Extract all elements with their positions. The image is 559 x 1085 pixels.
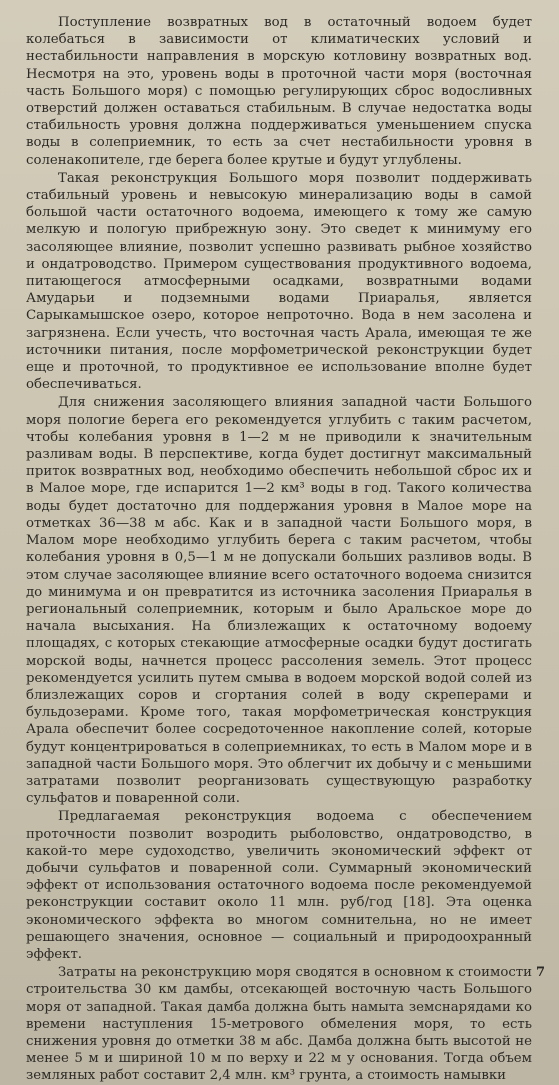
body-text xyxy=(26,14,532,1085)
paragraph-1: Поступление возвратных вод в остаточный водоем будет колебаться в зависимости от климатических условий и нестабильности направления в морскую котловину возвратных вод. Несмотря на это, уровень воды в проточной части моря (восточная часть Большого моря) с помощью регулирующих сброс водосливных отверстий должен оставаться стабильным. В случае недостатка воды стабильность уровня должна поддерживаться уменьшением спуска воды в солеприемник, то есть за счет нестабильности уровня в соленакопителе, где берега более крутые и будут углублены. xyxy=(26,15,532,168)
page-number: 7 xyxy=(535,965,545,980)
paragraph-5: Затраты на реконструкцию моря сводятся в основном к стоимости строительства 30 км дамбы, отсекающей восточную часть Большого моря от западной. Такая дамба должна быть намыта земснарядами ко времени наступления 15-метрового обмеления моря, то есть снижения уровня до отметки 38 м абс. Дамба должна быть высотой не менее 5 м и шириной 10 м по верху и 22 м у основания. Тогда объем земляных работ составит 2,4 млн. км³ грунта, а стоимость намывки xyxy=(26,965,532,1084)
paragraph-2: Такая реконструкция Большого моря позволит поддерживать стабильный уровень и невысокую минерализацию воды в самой большой части остаточного водоема, имеющего к тому же самую мелкую и пологую прибрежную зону. Это сведет к минимуму его засоляющее влияние, позволит успешно развивать рыбное хозяйство и ондатроводство. Примером существования продуктивного водоема, питающегося атмосферными осадками, возвратными водами Амударьи и подземными водами Приаралья, является Сарыкамышское озеро, которое непроточно. Вода в нем засолена и загрязнена. Если учесть, что восточная часть Арала, имеющая те же источники питания, после морфометрической реконструкции будет еще и проточной, то продуктивное ее использование вполне будет обеспечиваться. xyxy=(26,170,532,393)
paragraph-4: Предлагаемая реконструкция водоема с обеспечением проточности позволит возродить рыболовство, ондатроводство, в какой-то мере судоходство, увеличить экономический эффект от добычи сульфатов и поваренной соли. Суммарный экономический эффект от использования остаточного водоема после рекомендуемой реконструкции составит около 11 млн. руб/год [18]. Эта оценка экономического эффекта во многом сомнительна, но не имеет решающего значения, основное — социальный и природоохранный эффект. xyxy=(26,809,532,962)
paragraph-3: Для снижения засоляющего влияния западной части Большого моря пологие берега его рекомендуется углубить с таким расчетом, чтобы колебания уровня в 1—2 м не приводили к значительным разливам воды. В перспективе, когда будет достигнут максимальный приток возвратных вод, необходимо обеспечить небольшой сброс их и в Малое море, где испарится 1—2 км³ воды в год. Такого количества воды будет достаточно для поддержания уровня в Малое море на отметках 36—38 м абс. Как и в западной части Большого моря, в Малом море необходимо углубить берега с таким расчетом, чтобы колебания уровня в 0,5—1 м не допускали больших разливов воды. В этом случае засоляющее влияние всего остаточного водоема снизится до минимума и он превратится из источника засоления Приаралья в региональный солеприемник, которым и было Аральское море до начала высыхания. На близлежащих к остаточному водоему площадях, с которых стекающие атмосферные осадки будут достигать морской воды, начнется процесс рассоления земель. Этот процесс рекомендуется усилить путем смыва в водоем морской водой солей из близлежащих соров и сгортания солей в воду скреперами и бульдозерами. Кроме того, такая морфометрическая конструкция Арала обеспечит более сосредоточенное накопление солей, которые будут концентрироваться в солеприемниках, то есть в Малом море и в западной части Большого моря. Это облегчит их добычу и с меньшими затратами позволит реорганизовать существующую разработку сульфатов и поваренной соли. xyxy=(26,395,532,807)
